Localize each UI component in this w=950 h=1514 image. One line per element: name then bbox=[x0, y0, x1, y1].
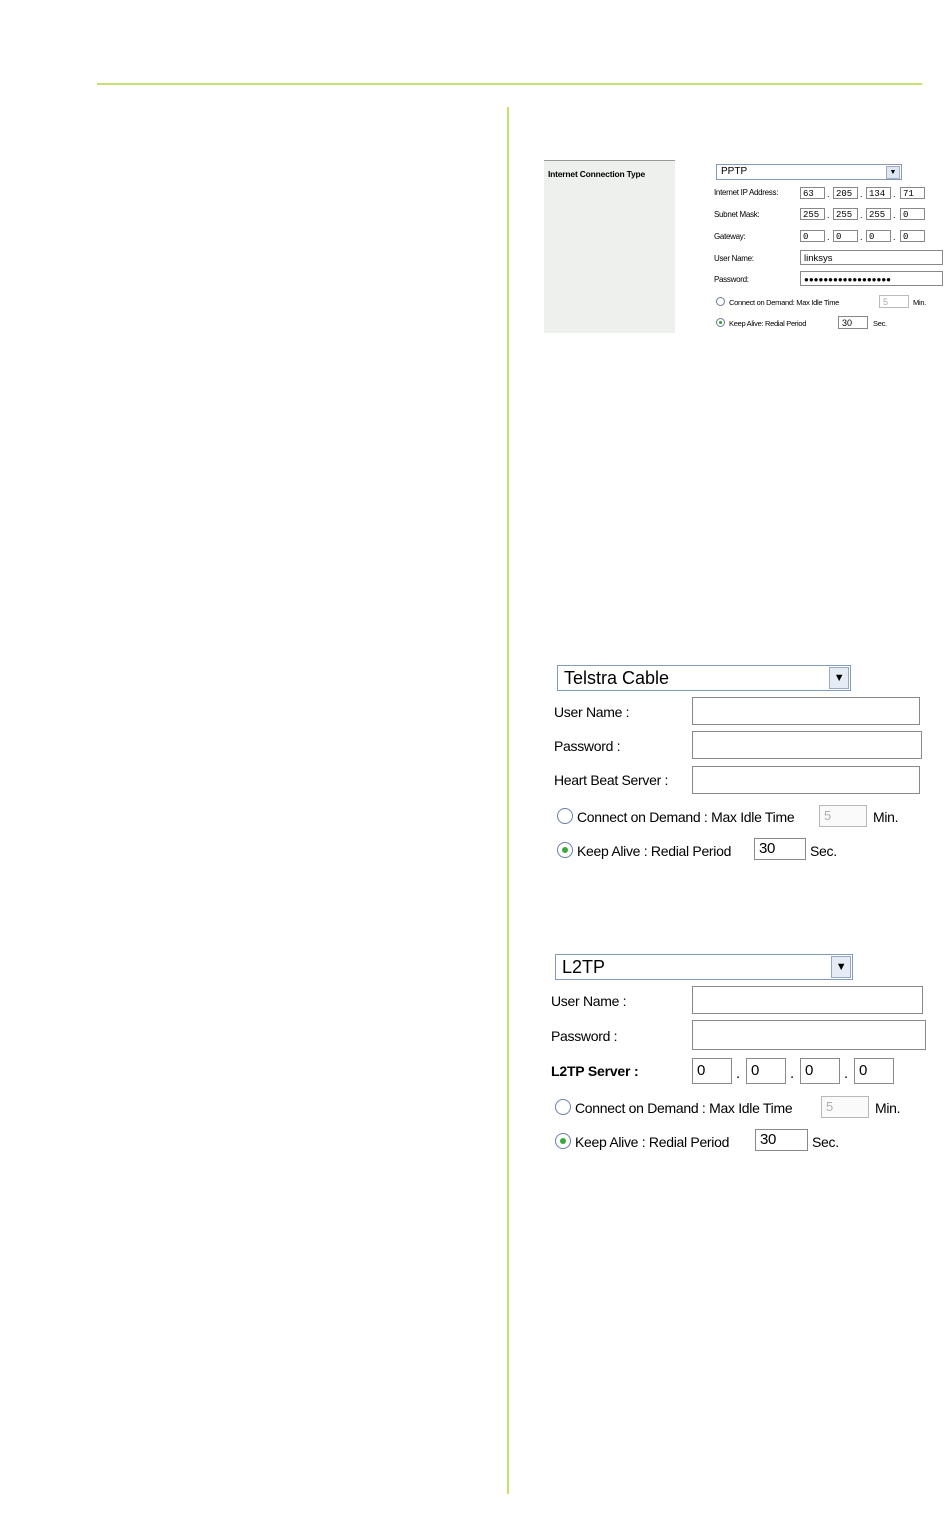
gateway-dot: . bbox=[827, 232, 830, 242]
header-rule bbox=[97, 83, 922, 85]
ip-dot: . bbox=[860, 189, 863, 199]
gateway-dot: . bbox=[860, 232, 863, 242]
pptp-settings-panel bbox=[544, 160, 948, 334]
connect-on-demand-label: Connect on Demand : Max Idle Time bbox=[577, 809, 795, 825]
section-sidebar bbox=[544, 160, 675, 333]
connect-on-demand-radio[interactable] bbox=[555, 1099, 571, 1115]
mask-octet-1[interactable]: 255 bbox=[800, 208, 825, 220]
password-field[interactable] bbox=[692, 1020, 926, 1050]
l2tp-settings-panel bbox=[549, 953, 928, 1160]
l2tp-server-octet-4[interactable]: 0 bbox=[854, 1058, 894, 1084]
l2tp-server-label: L2TP Server : bbox=[551, 1063, 639, 1079]
max-idle-unit: Min. bbox=[873, 809, 899, 825]
chevron-down-icon[interactable]: ▼ bbox=[886, 166, 900, 179]
telstra-settings-panel bbox=[551, 664, 926, 869]
heart-beat-server-label: Heart Beat Server : bbox=[554, 772, 669, 788]
password-label: Password : bbox=[554, 738, 621, 754]
gateway-octet-4[interactable]: 0 bbox=[900, 230, 925, 242]
redial-period-unit: Sec. bbox=[812, 1134, 839, 1150]
gateway-dot: . bbox=[893, 232, 896, 242]
mask-dot: . bbox=[893, 210, 896, 220]
username-field[interactable]: linksys bbox=[800, 250, 943, 265]
gateway-octet-1[interactable]: 0 bbox=[800, 230, 825, 242]
max-idle-time-field[interactable]: 5 bbox=[879, 295, 909, 308]
keep-alive-label: Keep Alive : Redial Period bbox=[577, 843, 732, 859]
keep-alive-label: Keep Alive: Redial Period bbox=[729, 319, 807, 328]
mask-octet-3[interactable]: 255 bbox=[866, 208, 891, 220]
username-field[interactable] bbox=[692, 986, 923, 1014]
l2tp-server-dot: . bbox=[844, 1065, 848, 1082]
redial-period-field[interactable]: 30 bbox=[755, 1129, 808, 1151]
connect-on-demand-label: Connect on Demand: Max Idle Time bbox=[729, 298, 840, 307]
connection-type-value: PPTP bbox=[721, 166, 748, 177]
username-label: User Name: bbox=[714, 254, 754, 263]
ip-octet-4[interactable]: 71 bbox=[900, 187, 925, 199]
mask-octet-2[interactable]: 255 bbox=[833, 208, 858, 220]
max-idle-time-field[interactable]: 5 bbox=[821, 1096, 869, 1118]
username-label: User Name : bbox=[551, 993, 627, 1009]
connect-on-demand-radio[interactable] bbox=[716, 297, 725, 306]
l2tp-server-dot: . bbox=[736, 1065, 740, 1082]
l2tp-server-dot: . bbox=[790, 1065, 794, 1082]
keep-alive-radio[interactable] bbox=[716, 318, 725, 327]
keep-alive-label: Keep Alive : Redial Period bbox=[575, 1134, 730, 1150]
ip-octet-2[interactable]: 205 bbox=[833, 187, 858, 199]
connection-type-select[interactable] bbox=[555, 954, 853, 980]
mask-dot: . bbox=[860, 210, 863, 220]
username-label: User Name : bbox=[554, 704, 630, 720]
gateway-octet-3[interactable]: 0 bbox=[866, 230, 891, 242]
chevron-down-icon[interactable]: ▼ bbox=[831, 956, 851, 978]
keep-alive-radio[interactable] bbox=[557, 842, 573, 858]
password-field[interactable]: ●●●●●●●●●●●●●●●●●● bbox=[800, 271, 943, 286]
max-idle-time-field[interactable]: 5 bbox=[819, 805, 867, 827]
gateway-label: Gateway: bbox=[714, 232, 746, 241]
ip-dot: . bbox=[893, 189, 896, 199]
mask-dot: . bbox=[827, 210, 830, 220]
redial-period-field[interactable]: 30 bbox=[838, 316, 868, 329]
max-idle-unit: Min. bbox=[875, 1100, 901, 1116]
ip-label: Internet IP Address: bbox=[714, 188, 779, 197]
password-label: Password: bbox=[714, 275, 749, 284]
mask-label: Subnet Mask: bbox=[714, 210, 760, 219]
ip-dot: . bbox=[827, 189, 830, 199]
connection-type-value: L2TP bbox=[562, 957, 606, 977]
heart-beat-server-field[interactable] bbox=[692, 766, 920, 794]
connection-type-value: Telstra Cable bbox=[564, 668, 670, 688]
max-idle-unit: Min. bbox=[913, 298, 926, 307]
section-title: Internet Connection Type bbox=[548, 169, 646, 179]
connect-on-demand-radio[interactable] bbox=[557, 808, 573, 824]
l2tp-server-octet-1[interactable]: 0 bbox=[692, 1058, 732, 1084]
l2tp-server-octet-3[interactable]: 0 bbox=[800, 1058, 840, 1084]
keep-alive-radio[interactable] bbox=[555, 1133, 571, 1149]
redial-period-unit: Sec. bbox=[873, 319, 887, 328]
ip-octet-1[interactable]: 63 bbox=[800, 187, 825, 199]
redial-period-unit: Sec. bbox=[810, 843, 837, 859]
chevron-down-icon[interactable]: ▼ bbox=[829, 667, 849, 689]
connection-type-select[interactable] bbox=[716, 164, 902, 180]
password-label: Password : bbox=[551, 1028, 618, 1044]
username-field[interactable] bbox=[692, 697, 920, 725]
gateway-octet-2[interactable]: 0 bbox=[833, 230, 858, 242]
redial-period-field[interactable]: 30 bbox=[754, 838, 806, 860]
password-field[interactable] bbox=[692, 731, 922, 759]
connection-type-select[interactable] bbox=[557, 665, 851, 691]
l2tp-server-octet-2[interactable]: 0 bbox=[746, 1058, 786, 1084]
mask-octet-4[interactable]: 0 bbox=[900, 208, 925, 220]
connect-on-demand-label: Connect on Demand : Max Idle Time bbox=[575, 1100, 793, 1116]
ip-octet-3[interactable]: 134 bbox=[866, 187, 891, 199]
column-divider bbox=[507, 107, 509, 1494]
